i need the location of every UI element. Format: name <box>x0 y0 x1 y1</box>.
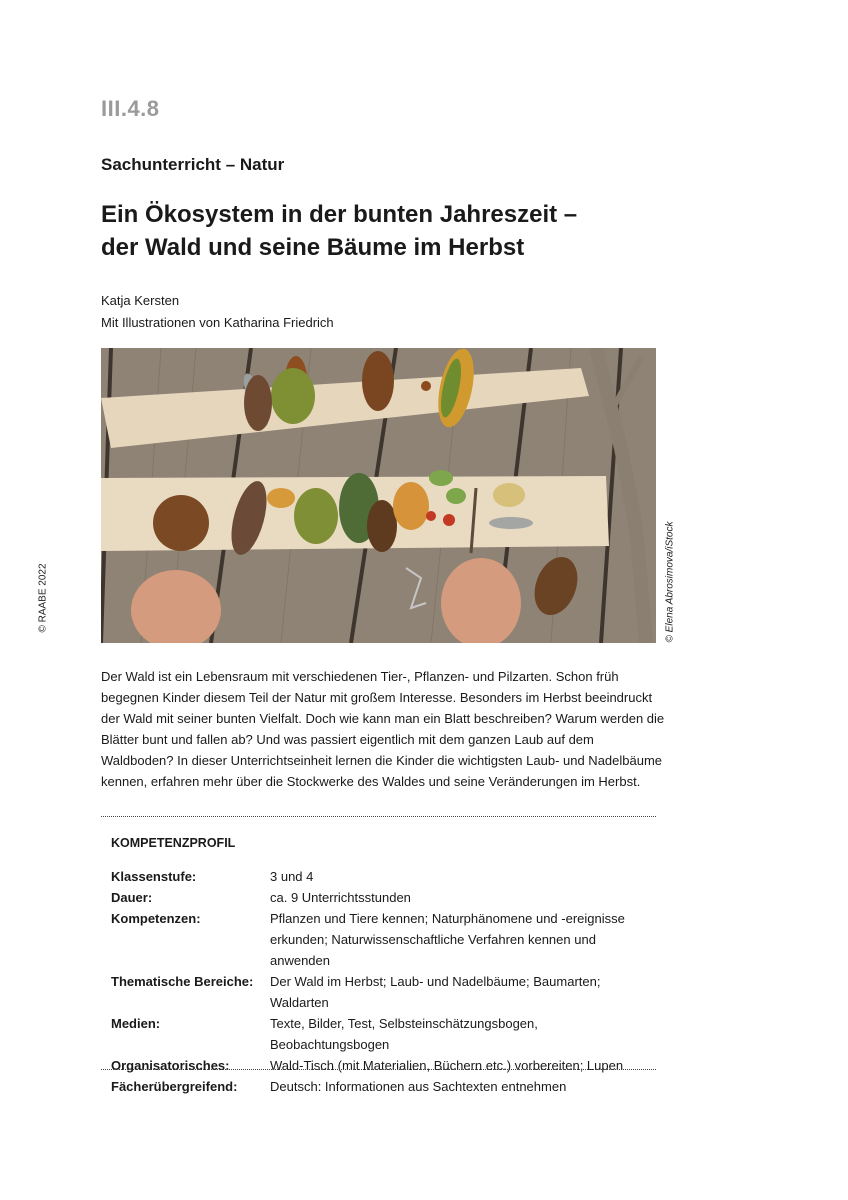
profile-title: KOMPETENZPROFIL <box>111 836 236 850</box>
profile-value: Der Wald im Herbst; Laub- und Nadelbäume; Baumarten; Waldarten <box>270 974 601 1010</box>
profile-row <box>111 1076 656 1097</box>
illustrator-credit: Mit Illustrationen von Katharina Friedrich <box>101 315 334 330</box>
profile-row <box>111 887 656 908</box>
profile-row <box>111 1013 656 1055</box>
profile-value: Wald-Tisch (mit Materialien, Büchern etc.) vorbereiten; Lupen <box>270 1058 624 1073</box>
author-block <box>101 290 334 334</box>
profile-label: Thematische Bereiche: <box>111 974 254 989</box>
profile-value: Texte, Bilder, Test, Selbsteinschätzungsbogen, Beobachtungsbogen <box>270 1016 538 1052</box>
profile-row <box>111 971 656 1013</box>
profile-label: Klassenstufe: <box>111 869 197 884</box>
profile-row <box>111 1055 656 1076</box>
author-name: Katja Kersten <box>101 293 180 308</box>
profile-row <box>111 866 656 887</box>
page-title <box>101 198 661 264</box>
dotted-divider-top <box>101 816 656 817</box>
profile-label: Kompetenzen: <box>111 911 201 926</box>
title-line-2: der Wald und seine Bäume im Herbst <box>101 234 525 261</box>
profile-label: Fächerübergreifend: <box>111 1079 238 1094</box>
side-copyright: © RAABE 2022 <box>37 563 49 633</box>
nature-collage-illustration <box>101 348 656 643</box>
profile-label: Dauer: <box>111 890 153 905</box>
photo-credit: © Elena Abrosimova/iStock <box>664 521 676 643</box>
profile-label: Organisatorisches: <box>111 1058 230 1073</box>
profile-value: 3 und 4 <box>270 869 314 884</box>
profile-row <box>111 908 656 971</box>
cover-photo <box>101 348 656 643</box>
competence-profile <box>111 866 656 1097</box>
profile-value: Pflanzen und Tiere kennen; Naturphänomene und -ereignisse erkunden; Naturwissenschaftliche Verfahren kennen und anwenden <box>270 911 625 968</box>
title-line-1: Ein Ökosystem in der bunten Jahreszeit – <box>101 201 578 228</box>
section-code: III.4.8 <box>101 96 160 121</box>
subject-heading: Sachunterricht – Natur <box>101 155 285 174</box>
dotted-divider-bottom <box>101 1069 656 1070</box>
intro-paragraph: Der Wald ist ein Lebensraum mit verschiedenen Tier-, Pflanzen- und Pilzarten. Schon früh begegnen Kinder diesem Teil der Natur mit großem Interesse. Besonders im Herbst beeindruckt der Wald mit seiner bunten Vielfalt. Doch wie kann man ein Blatt beschreiben? Warum werden die Blätter bunt und fallen ab? Und was passiert eigentlich mit dem ganzen Laub auf dem Waldboden? In dieser Unterrichtseinheit lernen die Kinder die wichtigsten Laub- und Nadelbäume kennen, erfahren mehr über die Stockwerke des Waldes und seine Veränderungen im Herbst. <box>101 669 665 789</box>
profile-value: Deutsch: Informationen aus Sachtexten entnehmen <box>270 1079 567 1094</box>
profile-label: Medien: <box>111 1016 161 1031</box>
profile-value: ca. 9 Unterrichtsstunden <box>270 890 411 905</box>
